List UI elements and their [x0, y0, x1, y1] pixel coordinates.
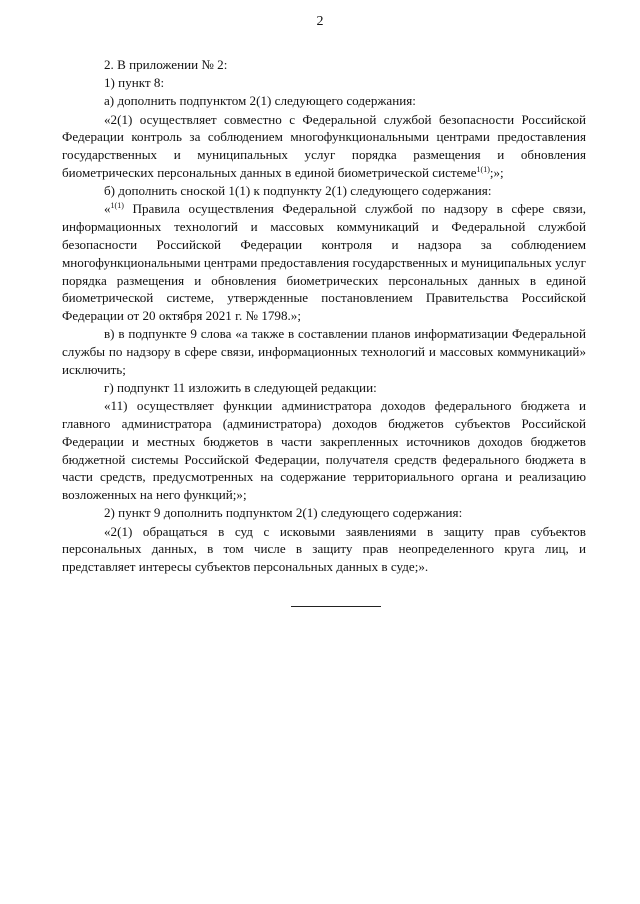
paragraph-subitem-g: г) подпункт 11 изложить в следующей редакции:: [104, 380, 377, 396]
paragraph-footnote-1-1: [62, 200, 586, 325]
paragraph-item-9: 2) пункт 9 дополнить подпунктом 2(1) следующего содержания:: [104, 505, 463, 521]
quote-2-1-end: ;»;: [489, 164, 504, 180]
paragraph-quote-2-1: [62, 111, 586, 182]
quote-2-1-text: «2(1) осуществляет совместно с Федеральной службой безопасности Российской Федерации контроль за соблюдением многофункциональными центрами предоставления государственных и муниципальных услуг порядка размещения и обновления биометрических персональных данных в единой биометрической системе: [62, 111, 586, 180]
footnote-marker-1-1: 1(1): [110, 201, 124, 211]
paragraph-appendix-2: 2. В приложении № 2:: [104, 57, 228, 72]
footnote-ref-1-1: 1(1): [476, 164, 490, 174]
footnote-text: Правила осуществления Федеральной службой по надзору в сфере связи, информационных технологий и массовых коммуникаций и Федеральной службой безопасности Российской Федерации контроля и надзора за соблюдением многофункциональными центрами предоставления государственных и муниципальных услуг порядка размещения и обновления биометрических персональных данных в единой биометрической системе, утвержденные постановлением Правительства Российской Федерации от 20 октября 2021 г. № 1798.»;: [62, 201, 586, 324]
footnote-open-quote: «: [104, 201, 111, 217]
paragraph-quote-2-1-court: «2(1) обращаться в суд с исковыми заявлениями в защиту прав субъектов персональных данных, в том числе в защиту прав неопределенного круга лиц, и представляет интересы субъектов персональных данных в суде;».: [62, 523, 586, 575]
paragraph-quote-11: «11) осуществляет функции администратора доходов федерального бюджета и главного администратора (администратора) доходов бюджетов субъектов Российской Федерации и местных бюджетов в части закрепленных источников доходов бюджетов бюджетной системы Российской Федерации, получателя средств федерального бюджета в части средств, предусмотренных на содержание территориального органа и реализацию возложенных на него функций;»;: [62, 398, 586, 503]
paragraph-subitem-v: в) в подпункте 9 слова «а также в составлении планов информатизации Федеральной службы по надзору в сфере связи, информационных технологий и массовых коммуникаций» исключить;: [62, 326, 586, 377]
document-body: [62, 56, 586, 576]
paragraph-subitem-b: б) дополнить сноской 1(1) к подпункту 2(1) следующего содержания:: [104, 183, 492, 199]
page-number: 2: [316, 14, 324, 29]
paragraph-item-8: 1) пункт 8:: [104, 75, 165, 91]
paragraph-subitem-a: а) дополнить подпунктом 2(1) следующего содержания:: [104, 93, 416, 109]
end-divider-line: [291, 606, 381, 607]
